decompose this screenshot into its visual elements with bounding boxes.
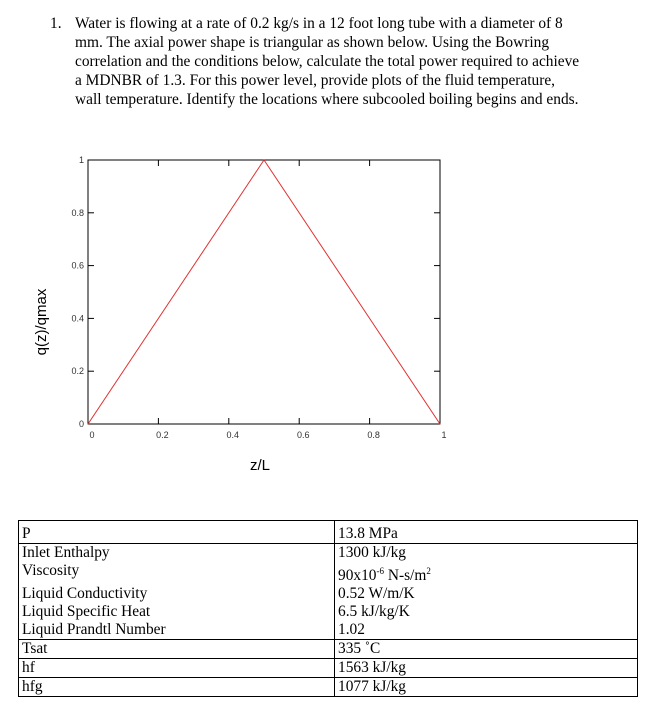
problem-line: mm. The axial power shape is triangular as shown below. Using the Bowring [75, 34, 550, 51]
property-name: Liquid Conductivity [19, 585, 335, 603]
value-unit: N-s/m [383, 567, 427, 585]
y-tick-label: 0 [78, 419, 84, 429]
y-tick-label: 0.6 [71, 260, 84, 271]
property-row [19, 659, 638, 678]
properties-table [18, 520, 638, 697]
property-name: Liquid Specific Heat [19, 603, 335, 621]
property-value: 1563 kJ/kg [335, 659, 638, 678]
property-row [19, 585, 638, 603]
value-mantissa: 90x10 [338, 567, 377, 585]
problem-number: 1. [50, 15, 62, 32]
value-exponent: -6 [376, 566, 384, 576]
x-tick-label: 0.4 [226, 430, 240, 440]
problem-text [75, 14, 640, 109]
x-tick-label: 0.2 [156, 430, 169, 440]
property-name: Inlet Enthalpy [19, 544, 335, 563]
data-point [439, 423, 440, 424]
property-row [19, 640, 638, 659]
problem-line: Water is flowing at a rate of 0.2 kg/s in a 12 foot long tube with a diameter of 8 [75, 15, 563, 32]
property-row [19, 603, 638, 621]
x-tick-label: 0 [89, 430, 95, 440]
data-point [87, 423, 88, 424]
property-value: 1077 kJ/kg [335, 678, 638, 697]
unit-exponent: 2 [426, 566, 431, 576]
property-value: 13.8 MPa [335, 521, 638, 544]
power-shape-chart [0, 150, 657, 480]
property-name: P [19, 521, 335, 544]
y-tick-label: 0.4 [71, 313, 84, 324]
property-row [19, 544, 638, 563]
problem-line: correlation and the conditions below, calculate the total power required to achieve [75, 53, 580, 70]
x-tick-label: 0.8 [367, 430, 380, 440]
y-tick-label: 0.2 [71, 366, 84, 377]
property-row [19, 521, 638, 544]
problem-line: a MDNBR of 1.3. For this power level, provide plots of the fluid temperature, [75, 72, 556, 89]
property-name: Tsat [19, 640, 335, 659]
problem-line: wall temperature. Identify the locations where subcooled boiling begins and ends. [75, 91, 579, 108]
property-name: hfg [19, 678, 335, 697]
property-row [19, 678, 638, 697]
property-value: 1.02 [335, 621, 638, 640]
y-tick-label: 0.8 [71, 207, 84, 218]
x-tick-label: 0.6 [296, 430, 310, 440]
x-axis-label: z/L [249, 457, 271, 474]
property-name: Viscosity [19, 562, 335, 585]
data-point [263, 159, 264, 160]
property-row [19, 562, 638, 585]
property-row [19, 621, 638, 640]
property-value [335, 562, 638, 585]
property-value: 335 ˚C [335, 640, 638, 659]
plot-frame [88, 160, 440, 424]
property-value: 1300 kJ/kg [335, 544, 638, 563]
y-axis-label: q(z)/qmax [33, 288, 50, 356]
power-shape-line [88, 160, 440, 424]
property-value: 6.5 kJ/kg/K [335, 603, 638, 621]
property-name: hf [19, 659, 335, 678]
x-tick-label: 1 [441, 430, 447, 440]
y-tick-label: 1 [78, 155, 84, 165]
property-name: Liquid Prandtl Number [19, 621, 335, 640]
property-value: 0.52 W/m/K [335, 585, 638, 603]
